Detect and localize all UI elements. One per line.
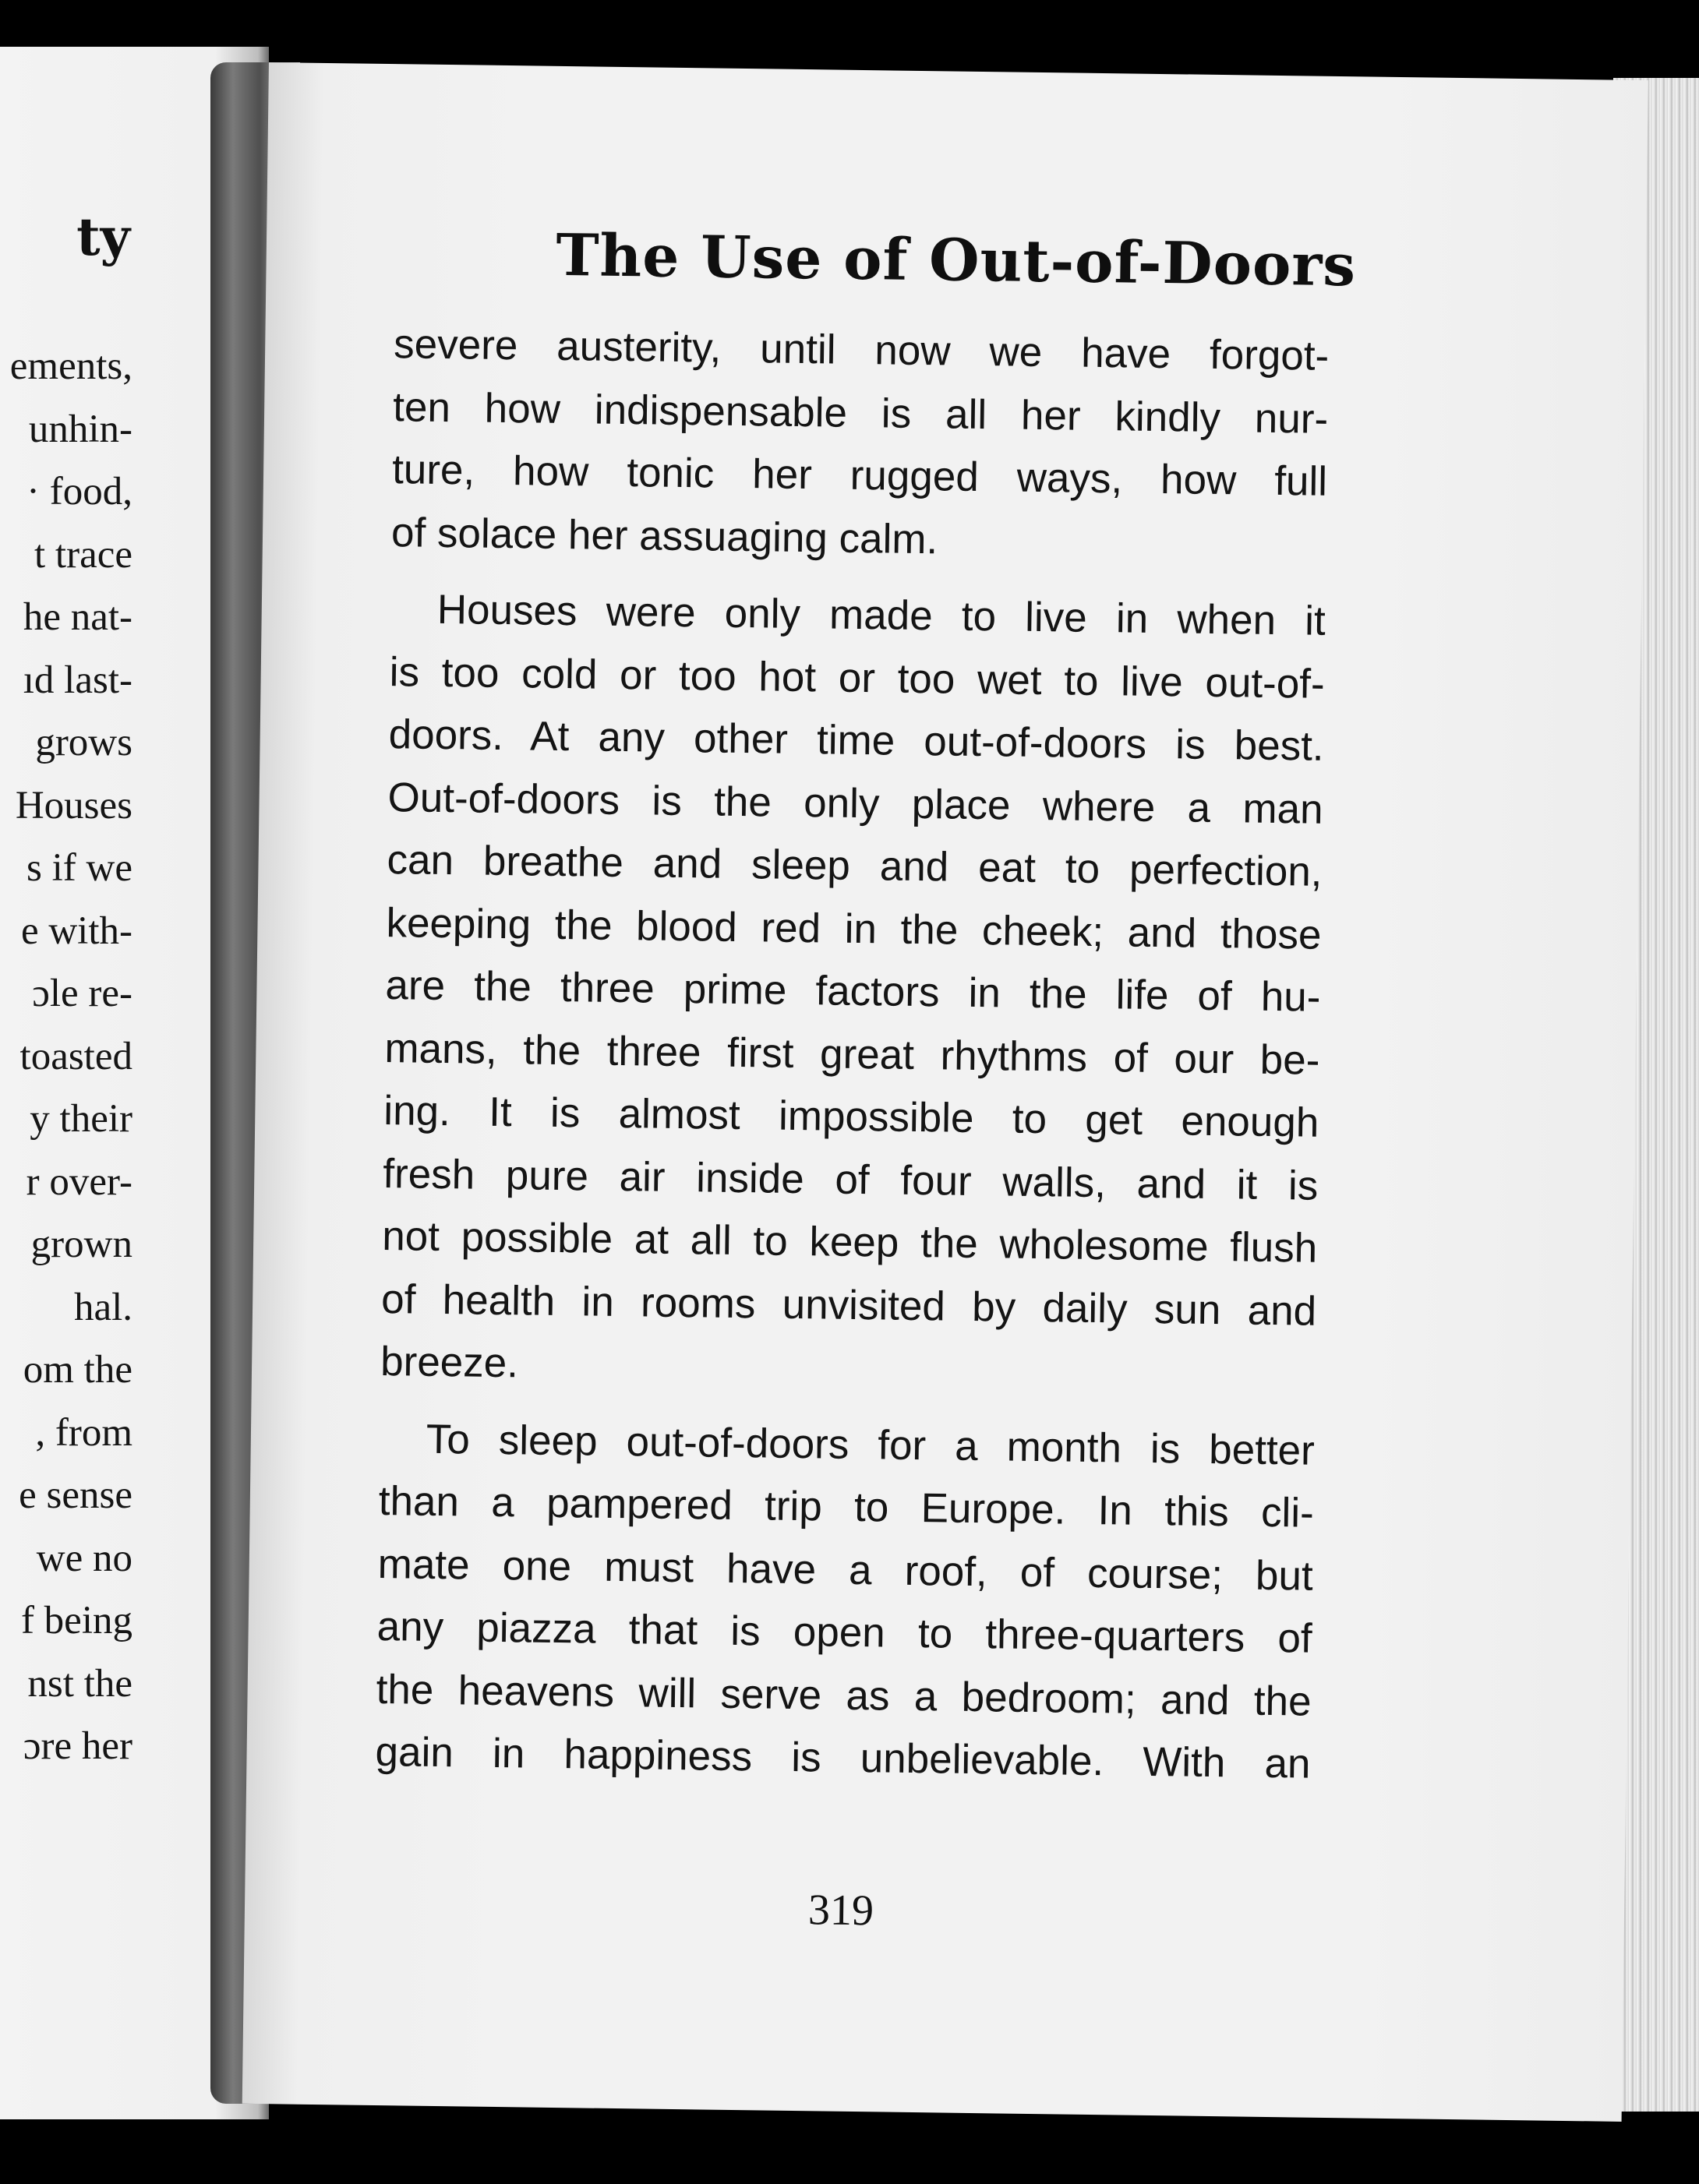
- text-line: breeze.: [380, 1339, 519, 1387]
- paragraph: [375, 1408, 1315, 1797]
- left-text-line: ements,: [9, 344, 132, 388]
- left-text-line: r over-: [26, 1159, 132, 1204]
- left-text-line: we no: [36, 1536, 132, 1580]
- text-line: ing. It is almost impossible to get enough: [383, 1088, 1319, 1146]
- text-line: not possible at all to keep the wholesome flush: [381, 1213, 1318, 1272]
- text-line: can breathe and sleep and eat to perfection,: [387, 837, 1323, 895]
- right-page: [242, 62, 1648, 2122]
- text-line: gain in happiness is unbelievable. With an: [375, 1728, 1311, 1787]
- text-line: ten how indispensable is all her kindly nur-: [392, 383, 1329, 443]
- left-text-line: he nat-: [23, 595, 132, 639]
- text-line: is too cold or too hot or too wet to live out-of-: [389, 648, 1326, 707]
- left-text-line: e sense: [19, 1473, 132, 1517]
- text-line: severe austerity, until now we have forgot-: [393, 321, 1330, 379]
- left-text-line: hal.: [73, 1285, 132, 1329]
- text-line: Out-of-doors is the only place where a man: [387, 774, 1323, 833]
- left-text-line: ɔle re-: [32, 972, 132, 1015]
- left-text-line: unhin-: [28, 407, 132, 451]
- left-text-line: ɔre her: [23, 1724, 132, 1768]
- paragraph: [391, 313, 1330, 577]
- left-text-line: om the: [23, 1348, 132, 1392]
- text-line: of solace her assuaging calm.: [390, 509, 938, 563]
- text-line: Houses were only made to live in when it: [436, 586, 1326, 644]
- text-line: keeping the blood red in the cheek; and those: [386, 899, 1322, 958]
- left-running-head-fragment: ty: [76, 206, 130, 267]
- left-page-text: [0, 335, 132, 1778]
- text-line: doors. At any other time out-of-doors is best.: [388, 711, 1325, 770]
- left-text-line: , from: [35, 1410, 132, 1455]
- body-text: [375, 313, 1330, 1796]
- text-line: of health in rooms unvisited by daily sun and: [380, 1275, 1317, 1335]
- text-line: To sleep out-of-doors for a month is better: [426, 1416, 1316, 1474]
- left-text-line: · food,: [26, 470, 132, 513]
- left-text-line: Houses: [15, 783, 132, 827]
- text-line: than a pampered trip to Europe. In this cli-: [378, 1478, 1315, 1537]
- left-text-line: grown: [30, 1223, 132, 1266]
- text-line: fresh pure air inside of four walls, and it is: [382, 1150, 1319, 1209]
- left-text-line: e with-: [20, 909, 132, 953]
- running-head: The Use of Out-of-Doors: [555, 221, 1357, 300]
- text-line: are the three prime factors in the life of hu-: [385, 962, 1321, 1021]
- text-line: the heavens will serve as a bedroom; and the: [376, 1666, 1312, 1725]
- page-number: 319: [807, 1886, 874, 1935]
- text-line: any piazza that is open to three-quarters of: [376, 1603, 1313, 1662]
- left-text-line: s if we: [26, 846, 132, 890]
- text-line: ture, how tonic her rugged ways, how full: [391, 446, 1328, 505]
- left-text-line: nst the: [27, 1661, 132, 1706]
- left-text-line: t trace: [34, 532, 132, 577]
- left-text-line: ıd last-: [23, 658, 132, 702]
- left-text-line: grows: [35, 721, 132, 764]
- left-text-line: f being: [20, 1599, 132, 1642]
- left-text-line: y their: [30, 1097, 132, 1141]
- left-text-line: toasted: [19, 1034, 132, 1078]
- text-line: mate one must have a roof, of course; but: [377, 1540, 1314, 1600]
- text-line: mans, the three first great rhythms of our be-: [384, 1025, 1320, 1084]
- paragraph: [380, 578, 1326, 1406]
